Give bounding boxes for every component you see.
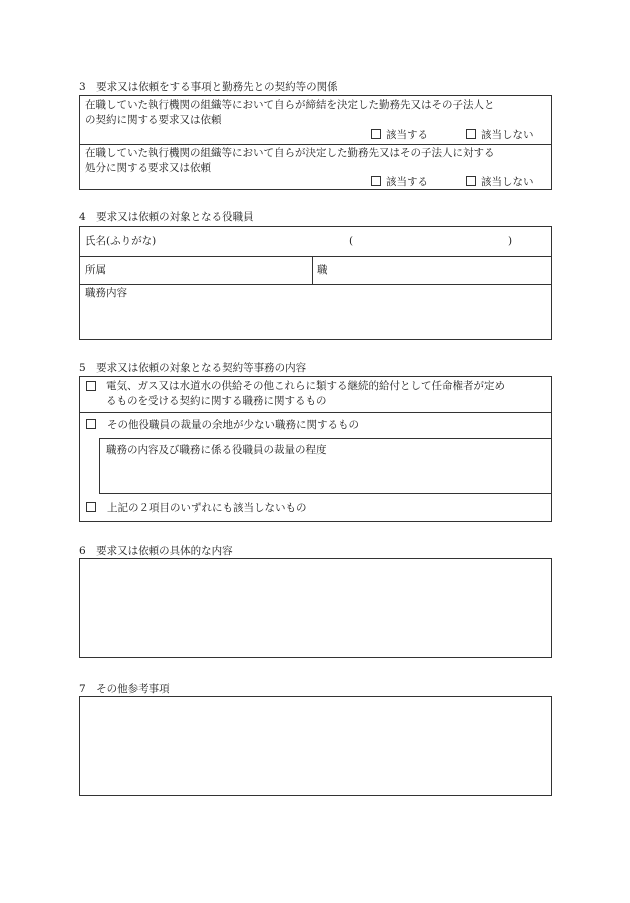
contract-not-applies-label: 該当しない bbox=[481, 129, 534, 141]
option-1-checkbox[interactable] bbox=[86, 381, 96, 391]
disposition-not-applies-checkbox[interactable] bbox=[466, 176, 476, 186]
section-6-title: 6 要求又は依頼の具体的な内容 bbox=[79, 545, 233, 557]
section-4-title: 4 要求又は依頼の対象となる役職員 bbox=[79, 211, 254, 223]
contract-not-applies-checkbox[interactable] bbox=[466, 129, 476, 139]
disposition-relation-line-2: 処分に関する要求又は依頼 bbox=[85, 162, 211, 174]
option-2-detail-label: 職務の内容及び職務に係る役職員の裁量の程度 bbox=[106, 444, 327, 456]
furigana-close-paren: ) bbox=[508, 235, 513, 247]
row-divider bbox=[80, 284, 551, 285]
disposition-relation-line-1: 在職していた執行機関の組織等において自らが決定した勤務先又はその子法人に対する bbox=[85, 147, 495, 159]
section-4-table bbox=[79, 226, 552, 340]
option-3-row[interactable] bbox=[86, 501, 307, 516]
option-2-checkbox[interactable] bbox=[86, 419, 96, 429]
disposition-applies-checkbox[interactable] bbox=[371, 176, 381, 186]
option-2-detail-box bbox=[99, 438, 552, 494]
disposition-applies-option[interactable] bbox=[371, 175, 428, 190]
duties-label: 職務内容 bbox=[85, 287, 127, 299]
option-1-line-1: 電気、ガス又は水道水の供給その他これらに類する継続的給付として任命権者が定め bbox=[106, 380, 505, 392]
affiliation-label: 所属 bbox=[85, 264, 106, 276]
disposition-not-applies-label: 該当しない bbox=[481, 176, 534, 188]
option-1-line-2: るものを受ける契約に関する職務に関するもの bbox=[106, 395, 327, 407]
row-divider bbox=[80, 256, 551, 257]
option-2-label: その他役職員の裁量の余地が少ない職務に関するもの bbox=[107, 419, 359, 431]
contract-relation-line-2: の契約に関する要求又は依頼 bbox=[85, 114, 222, 126]
option-3-checkbox[interactable] bbox=[86, 502, 96, 512]
name-label: 氏名(ふりがな) bbox=[85, 235, 157, 247]
contract-applies-checkbox[interactable] bbox=[371, 129, 381, 139]
specific-content-box[interactable] bbox=[79, 558, 552, 658]
contract-applies-option[interactable] bbox=[371, 128, 428, 143]
disposition-not-applies-option[interactable] bbox=[466, 175, 534, 190]
section-5-title: 5 要求又は依頼の対象となる契約等事務の内容 bbox=[79, 362, 307, 374]
contract-relation-line-1: 在職していた執行機関の組織等において自らが締結を決定した勤務先又はその子法人と bbox=[85, 99, 495, 111]
section-3-table bbox=[79, 95, 552, 190]
other-reference-box[interactable] bbox=[79, 696, 552, 796]
section-7-title: 7 その他参考事項 bbox=[79, 683, 170, 695]
contract-applies-label: 該当する bbox=[386, 129, 428, 141]
section-5-table bbox=[79, 376, 552, 522]
contract-not-applies-option[interactable] bbox=[466, 128, 534, 143]
disposition-applies-label: 該当する bbox=[386, 176, 428, 188]
furigana-open-paren: ( bbox=[349, 235, 354, 247]
option-3-label: 上記の２項目のいずれにも該当しないもの bbox=[107, 502, 307, 514]
section-3-title: 3 要求又は依頼をする事項と勤務先との契約等の関係 bbox=[79, 81, 338, 93]
option-1-row[interactable] bbox=[86, 380, 101, 395]
option-2-row[interactable] bbox=[86, 418, 359, 433]
row-divider bbox=[80, 144, 551, 145]
row-divider bbox=[80, 412, 551, 413]
column-divider bbox=[312, 256, 313, 284]
position-label: 職 bbox=[317, 264, 328, 276]
